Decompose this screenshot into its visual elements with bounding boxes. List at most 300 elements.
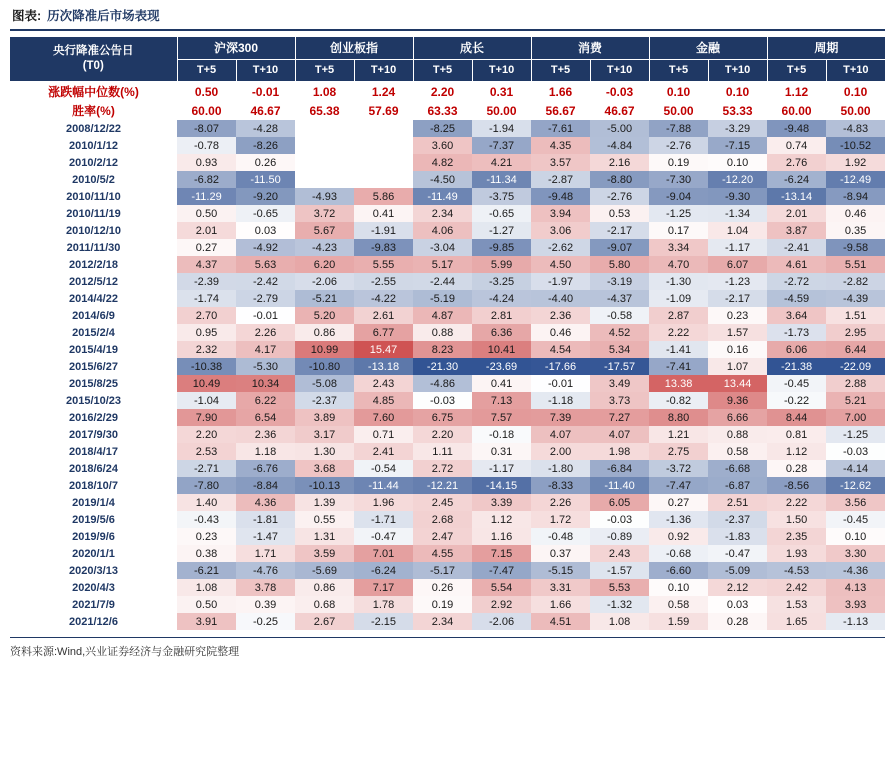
data-cell: 1.07 <box>708 358 767 375</box>
data-cell: -21.30 <box>413 358 472 375</box>
data-cell: 4.55 <box>413 545 472 562</box>
data-cell: -3.19 <box>590 273 649 290</box>
data-cell <box>295 120 354 137</box>
data-cell: -4.53 <box>767 562 826 579</box>
row-date: 2020/3/13 <box>69 564 118 577</box>
data-cell: 0.68 <box>295 596 354 613</box>
row-date: 2011/11/30 <box>66 241 121 254</box>
data-cell: 4.82 <box>413 154 472 171</box>
table-row <box>10 477 885 494</box>
data-cell: 3.06 <box>531 222 590 239</box>
data-cell: 0.37 <box>531 545 590 562</box>
data-cell: -2.06 <box>295 273 354 290</box>
data-cell: -6.87 <box>708 477 767 494</box>
data-cell: 4.54 <box>531 341 590 358</box>
data-cell: -7.41 <box>649 358 708 375</box>
data-cell: 0.23 <box>708 307 767 324</box>
data-cell: -10.13 <box>295 477 354 494</box>
data-cell: -1.32 <box>590 596 649 613</box>
data-cell: 0.71 <box>354 426 413 443</box>
data-cell: -13.18 <box>354 358 413 375</box>
data-cell: 2.51 <box>708 494 767 511</box>
data-cell: 7.13 <box>472 392 531 409</box>
data-cell: 3.89 <box>295 409 354 426</box>
data-cell: 8.23 <box>413 341 472 358</box>
data-cell: -11.40 <box>590 477 649 494</box>
row-date: 2017/9/30 <box>69 428 118 441</box>
data-cell: 0.39 <box>236 596 295 613</box>
data-cell: -0.01 <box>236 307 295 324</box>
data-cell: -5.09 <box>708 562 767 579</box>
data-cell: -0.03 <box>826 443 885 460</box>
data-cell: 3.57 <box>531 154 590 171</box>
table-row <box>10 494 885 511</box>
data-cell: -4.36 <box>826 562 885 579</box>
data-cell: -7.15 <box>708 137 767 154</box>
row-date: 2008/12/22 <box>65 122 122 135</box>
data-cell: -2.15 <box>354 613 413 630</box>
row-date: 2014/6/9 <box>72 309 115 322</box>
data-cell: -11.34 <box>472 171 531 188</box>
data-cell: -5.30 <box>236 358 295 375</box>
subcolumn-header-5-0: T+5 <box>767 60 826 82</box>
group-header-1: 创业板指 <box>295 37 413 60</box>
data-cell: -4.86 <box>413 375 472 392</box>
data-cell: 8.80 <box>649 409 708 426</box>
data-cell: -2.72 <box>767 273 826 290</box>
data-cell: 3.17 <box>295 426 354 443</box>
data-cell: -4.59 <box>767 290 826 307</box>
data-cell: -6.24 <box>354 562 413 579</box>
data-cell: -9.48 <box>767 120 826 137</box>
data-cell: 0.28 <box>767 460 826 477</box>
data-cell: 0.27 <box>649 494 708 511</box>
table-row <box>10 409 885 426</box>
data-cell: 2.75 <box>649 443 708 460</box>
data-cell <box>354 120 413 137</box>
data-cell: 1.98 <box>590 443 649 460</box>
data-cell: -1.17 <box>708 239 767 256</box>
data-cell: -2.62 <box>531 239 590 256</box>
data-cell: 6.22 <box>236 392 295 409</box>
data-cell: -4.93 <box>295 188 354 205</box>
table-row <box>10 171 885 188</box>
data-cell: 5.51 <box>826 256 885 273</box>
table-row <box>10 562 885 579</box>
subcolumn-header-3-0: T+5 <box>531 60 590 82</box>
data-cell: -6.82 <box>177 171 236 188</box>
data-cell: 2.42 <box>767 579 826 596</box>
data-cell: 7.90 <box>177 409 236 426</box>
data-cell: -8.26 <box>236 137 295 154</box>
data-cell: 6.36 <box>472 324 531 341</box>
data-cell: -2.17 <box>590 222 649 239</box>
data-cell: 3.93 <box>826 596 885 613</box>
data-cell: 2.20 <box>177 426 236 443</box>
data-cell: 2.72 <box>413 460 472 477</box>
data-cell: -2.06 <box>472 613 531 630</box>
data-cell: -6.60 <box>649 562 708 579</box>
data-cell: 10.49 <box>177 375 236 392</box>
data-cell: 2.70 <box>177 307 236 324</box>
summary-row <box>10 101 885 120</box>
group-header-4: 金融 <box>649 37 767 60</box>
data-cell: 2.34 <box>413 205 472 222</box>
data-cell: -1.36 <box>649 511 708 528</box>
summary-cell: 0.10 <box>725 84 750 99</box>
summary-cell: 0.50 <box>194 84 219 99</box>
data-cell: 0.55 <box>295 511 354 528</box>
data-cell: 4.13 <box>826 579 885 596</box>
data-cell: 1.71 <box>236 545 295 562</box>
summary-cell: 46.67 <box>250 103 281 118</box>
data-cell: 4.85 <box>354 392 413 409</box>
row-date: 2010/1/12 <box>69 139 118 152</box>
row-date: 2012/2/18 <box>69 258 118 271</box>
data-cell: -0.18 <box>472 426 531 443</box>
data-cell: -7.47 <box>472 562 531 579</box>
data-cell: 0.35 <box>826 222 885 239</box>
data-cell: -10.38 <box>177 358 236 375</box>
data-cell: -17.66 <box>531 358 590 375</box>
data-cell: 8.44 <box>767 409 826 426</box>
data-cell: 3.87 <box>767 222 826 239</box>
table-row <box>10 392 885 409</box>
figure-title-bar <box>10 0 885 31</box>
table-row <box>10 154 885 171</box>
data-cell: 2.34 <box>413 613 472 630</box>
data-cell: 1.18 <box>236 443 295 460</box>
data-cell: 1.11 <box>413 443 472 460</box>
data-cell: -9.07 <box>590 239 649 256</box>
data-cell: -0.47 <box>708 545 767 562</box>
data-cell <box>354 137 413 154</box>
data-cell: 2.88 <box>826 375 885 392</box>
data-cell: 2.35 <box>767 528 826 545</box>
data-cell: 1.12 <box>767 443 826 460</box>
data-cell: 0.27 <box>177 239 236 256</box>
data-cell: -0.65 <box>236 205 295 222</box>
data-cell: -1.25 <box>826 426 885 443</box>
data-cell: 0.88 <box>413 324 472 341</box>
data-cell: 3.91 <box>177 613 236 630</box>
data-cell: -5.00 <box>590 120 649 137</box>
summary-cell: -0.03 <box>605 84 634 99</box>
data-cell: -12.62 <box>826 477 885 494</box>
data-cell: 0.10 <box>649 579 708 596</box>
data-cell: 7.39 <box>531 409 590 426</box>
data-cell: 1.08 <box>177 579 236 596</box>
data-cell: 0.17 <box>649 222 708 239</box>
data-cell: 10.34 <box>236 375 295 392</box>
row-date: 2010/5/2 <box>72 173 115 186</box>
data-cell: 0.28 <box>708 613 767 630</box>
data-cell: 0.95 <box>177 324 236 341</box>
summary-cell: 2.20 <box>430 84 455 99</box>
data-cell: 4.50 <box>531 256 590 273</box>
data-cell: 3.72 <box>295 205 354 222</box>
data-cell: 0.86 <box>295 579 354 596</box>
data-cell: -12.49 <box>826 171 885 188</box>
table-head <box>10 37 885 82</box>
data-cell: 3.68 <box>295 460 354 477</box>
summary-cell: 50.00 <box>486 103 517 118</box>
summary-row-label: 胜率(%) <box>72 104 115 119</box>
data-cell: -1.25 <box>649 205 708 222</box>
table-row <box>10 443 885 460</box>
data-cell: 4.17 <box>236 341 295 358</box>
data-cell: -1.18 <box>531 392 590 409</box>
data-cell: 0.26 <box>236 154 295 171</box>
row-date: 2020/1/1 <box>72 547 115 560</box>
data-cell <box>354 171 413 188</box>
row-date: 2010/12/10 <box>65 224 122 237</box>
data-cell: -0.82 <box>649 392 708 409</box>
row-date: 2015/4/19 <box>69 343 118 356</box>
data-cell: -1.23 <box>708 273 767 290</box>
summary-cell: 1.12 <box>784 84 809 99</box>
data-cell: 2.95 <box>826 324 885 341</box>
data-cell: 2.92 <box>472 596 531 613</box>
data-cell: 4.07 <box>531 426 590 443</box>
data-cell: -2.37 <box>295 392 354 409</box>
data-cell: 0.50 <box>177 596 236 613</box>
data-cell: -1.94 <box>472 120 531 137</box>
data-cell: -5.15 <box>531 562 590 579</box>
data-cell: 3.59 <box>295 545 354 562</box>
data-cell: 0.46 <box>531 324 590 341</box>
data-cell: -5.21 <box>295 290 354 307</box>
data-cell: 4.35 <box>531 137 590 154</box>
data-cell: -2.79 <box>236 290 295 307</box>
row-date: 2010/11/19 <box>66 207 121 220</box>
data-cell: 5.53 <box>590 579 649 596</box>
group-header-2: 成长 <box>413 37 531 60</box>
data-cell: -6.21 <box>177 562 236 579</box>
data-cell: 5.63 <box>236 256 295 273</box>
summary-cell: 0.10 <box>843 84 868 99</box>
group-header-3: 消费 <box>531 37 649 60</box>
data-cell: -0.89 <box>590 528 649 545</box>
data-cell: 2.26 <box>531 494 590 511</box>
data-cell: -1.47 <box>236 528 295 545</box>
data-cell: 2.20 <box>413 426 472 443</box>
row-date: 2015/6/27 <box>69 360 118 373</box>
data-cell: 1.59 <box>649 613 708 630</box>
subcolumn-header-0-1: T+10 <box>236 60 295 82</box>
table-row <box>10 613 885 630</box>
row-date: 2018/4/17 <box>69 445 118 458</box>
data-cell: 5.54 <box>472 579 531 596</box>
data-cell: -2.37 <box>708 511 767 528</box>
column-header-date <box>10 37 177 82</box>
page-title: 历次降准后市场表现 <box>47 9 160 23</box>
data-cell: -8.33 <box>531 477 590 494</box>
data-cell: -0.45 <box>826 511 885 528</box>
data-cell: -13.14 <box>767 188 826 205</box>
row-date: 2016/2/29 <box>69 411 118 424</box>
summary-cell: -0.01 <box>251 84 280 99</box>
table-row <box>10 579 885 596</box>
data-cell: -6.84 <box>590 460 649 477</box>
subcolumn-header-2-1: T+10 <box>472 60 531 82</box>
data-cell: -0.22 <box>767 392 826 409</box>
data-cell: -0.78 <box>177 137 236 154</box>
row-date: 2015/8/25 <box>69 377 118 390</box>
data-cell: 6.54 <box>236 409 295 426</box>
data-cell: 0.03 <box>708 596 767 613</box>
data-cell: 2.43 <box>590 545 649 562</box>
data-cell: -12.21 <box>413 477 472 494</box>
data-cell: -10.80 <box>295 358 354 375</box>
data-cell: -0.45 <box>767 375 826 392</box>
data-cell: 2.61 <box>354 307 413 324</box>
data-cell: -6.68 <box>708 460 767 477</box>
data-cell: -2.76 <box>649 137 708 154</box>
data-cell: 5.34 <box>590 341 649 358</box>
data-cell: -8.84 <box>236 477 295 494</box>
data-cell: -3.72 <box>649 460 708 477</box>
data-cell: 13.44 <box>708 375 767 392</box>
data-cell: -1.80 <box>531 460 590 477</box>
data-cell: 0.74 <box>767 137 826 154</box>
summary-cell: 50.00 <box>663 103 694 118</box>
table-row <box>10 358 885 375</box>
summary-cell: 63.33 <box>427 103 458 118</box>
data-cell: -4.24 <box>472 290 531 307</box>
data-cell: -1.97 <box>531 273 590 290</box>
data-cell: 0.81 <box>767 426 826 443</box>
data-cell: -2.44 <box>413 273 472 290</box>
data-cell: -8.25 <box>413 120 472 137</box>
table-row <box>10 528 885 545</box>
data-cell <box>295 137 354 154</box>
data-cell: 1.96 <box>354 494 413 511</box>
data-cell: -0.65 <box>472 205 531 222</box>
data-cell: 1.04 <box>708 222 767 239</box>
source-note: 资料来源:Wind,兴业证券经济与金融研究院整理 <box>10 637 885 659</box>
data-cell: 3.78 <box>236 579 295 596</box>
data-cell: 3.30 <box>826 545 885 562</box>
data-cell: -23.69 <box>472 358 531 375</box>
data-cell: -1.34 <box>708 205 767 222</box>
table-row <box>10 307 885 324</box>
data-cell: 4.51 <box>531 613 590 630</box>
subcolumn-header-1-1: T+10 <box>354 60 413 82</box>
data-cell: 2.12 <box>708 579 767 596</box>
data-cell: -3.25 <box>472 273 531 290</box>
data-cell: 6.05 <box>590 494 649 511</box>
data-cell: -0.58 <box>590 307 649 324</box>
data-cell: 2.26 <box>236 324 295 341</box>
data-cell: -4.40 <box>531 290 590 307</box>
subcolumn-header-5-1: T+10 <box>826 60 885 82</box>
data-cell: -7.61 <box>531 120 590 137</box>
data-cell: -9.58 <box>826 239 885 256</box>
data-cell: 2.81 <box>472 307 531 324</box>
data-cell: -4.14 <box>826 460 885 477</box>
data-cell: 0.16 <box>708 341 767 358</box>
data-cell: -1.17 <box>472 460 531 477</box>
data-cell: 2.45 <box>413 494 472 511</box>
data-cell: -2.71 <box>177 460 236 477</box>
data-cell: 2.01 <box>767 205 826 222</box>
data-cell: -21.38 <box>767 358 826 375</box>
data-cell: -14.15 <box>472 477 531 494</box>
data-cell: 0.10 <box>708 154 767 171</box>
data-cell: -4.92 <box>236 239 295 256</box>
table-body <box>10 82 885 631</box>
data-cell: 1.39 <box>295 494 354 511</box>
data-cell: -0.01 <box>531 375 590 392</box>
data-cell: 6.44 <box>826 341 885 358</box>
data-cell: -6.76 <box>236 460 295 477</box>
data-cell: 5.55 <box>354 256 413 273</box>
table-row <box>10 205 885 222</box>
data-cell: -0.54 <box>354 460 413 477</box>
data-cell: 3.34 <box>649 239 708 256</box>
data-cell: -4.50 <box>413 171 472 188</box>
table-row <box>10 290 885 307</box>
data-cell: -5.19 <box>413 290 472 307</box>
data-cell: -0.25 <box>236 613 295 630</box>
data-cell: 2.47 <box>413 528 472 545</box>
data-cell: -1.30 <box>649 273 708 290</box>
summary-cell: 53.33 <box>722 103 753 118</box>
subcolumn-header-4-1: T+10 <box>708 60 767 82</box>
table-row <box>10 375 885 392</box>
data-cell: -7.47 <box>649 477 708 494</box>
summary-cell: 60.00 <box>781 103 812 118</box>
data-cell: -7.37 <box>472 137 531 154</box>
data-cell: 1.66 <box>531 596 590 613</box>
data-cell: 1.12 <box>472 511 531 528</box>
data-cell: 0.31 <box>472 443 531 460</box>
data-cell: 4.52 <box>590 324 649 341</box>
column-header-date-line2: (T0) <box>82 60 104 73</box>
row-date: 2020/4/3 <box>72 581 115 594</box>
data-cell: 4.07 <box>590 426 649 443</box>
table-row <box>10 324 885 341</box>
data-cell: 5.67 <box>295 222 354 239</box>
data-cell: -1.91 <box>354 222 413 239</box>
table-row <box>10 222 885 239</box>
data-cell: -2.42 <box>236 273 295 290</box>
data-cell: -4.76 <box>236 562 295 579</box>
data-cell: 4.06 <box>413 222 472 239</box>
row-date: 2019/9/6 <box>72 530 115 543</box>
data-cell: -2.87 <box>531 171 590 188</box>
data-cell: 2.16 <box>590 154 649 171</box>
data-cell: -8.56 <box>767 477 826 494</box>
row-date: 2018/10/7 <box>69 479 118 492</box>
data-cell: -0.68 <box>649 545 708 562</box>
data-cell: -11.44 <box>354 477 413 494</box>
data-cell: 6.20 <box>295 256 354 273</box>
data-cell: -1.09 <box>649 290 708 307</box>
summary-cell: 1.08 <box>312 84 337 99</box>
table-row <box>10 426 885 443</box>
data-cell: 2.41 <box>354 443 413 460</box>
data-cell: -12.20 <box>708 171 767 188</box>
data-cell: 0.88 <box>708 426 767 443</box>
data-cell: -8.94 <box>826 188 885 205</box>
data-cell: 6.66 <box>708 409 767 426</box>
data-cell: 5.86 <box>354 188 413 205</box>
data-cell: 0.26 <box>413 579 472 596</box>
data-cell: 1.40 <box>177 494 236 511</box>
data-cell: -0.03 <box>590 511 649 528</box>
